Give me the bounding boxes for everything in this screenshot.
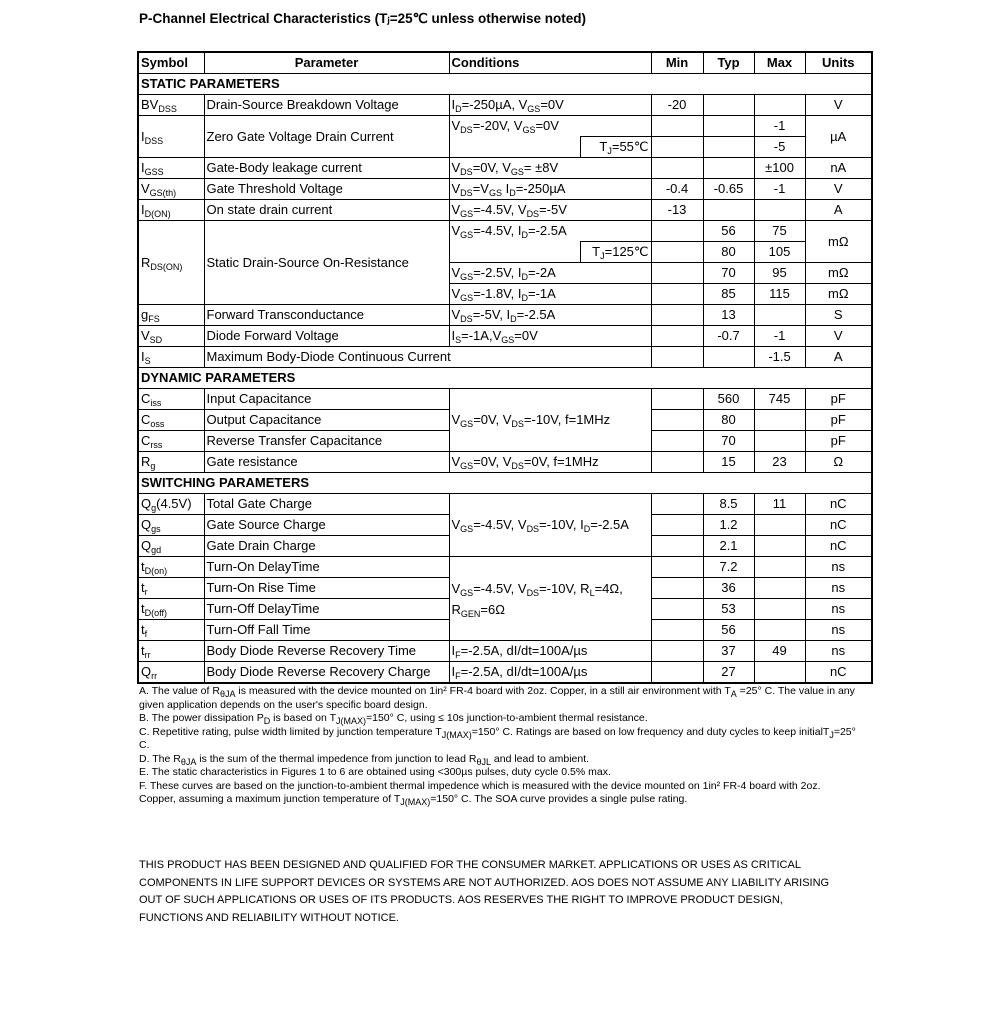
max-value: -5 <box>754 137 805 158</box>
symbol: $t_r$ <box>138 578 204 599</box>
units: nC <box>805 515 872 536</box>
symbol: $I_S$ <box>138 347 204 368</box>
table-row <box>138 347 872 368</box>
max-value: 11 <box>754 494 805 515</box>
units: ns <box>805 599 872 620</box>
max-value: 23 <box>754 452 805 473</box>
typ-value: 56 <box>703 221 754 242</box>
conditions: $V_{DS}=-20V$, $V_{GS}=0V$ <box>449 116 651 137</box>
symbol: $t_{D(off)}$ <box>138 599 204 620</box>
units: V <box>805 179 872 200</box>
typ-value: 7.2 <box>703 557 754 578</box>
units: mΩ <box>805 263 872 284</box>
units: A <box>805 200 872 221</box>
section-static: STATIC PARAMETERS <box>138 74 872 95</box>
header-min: Min <box>651 52 703 74</box>
units: pF <box>805 389 872 410</box>
header-row <box>138 52 872 74</box>
units: mΩ <box>805 221 872 263</box>
parameter: Body Diode Reverse Recovery Charge <box>204 662 449 684</box>
symbol: $C_{rss}$ <box>138 431 204 452</box>
typ-value: 53 <box>703 599 754 620</box>
table-row <box>138 326 872 347</box>
note-d: D. The $R_{\theta JA}$ is the sum of the thermal impedence from junction to lead $R_{\theta JL}$ and lead to ambient. <box>139 752 590 767</box>
symbol: $R_g$ <box>138 452 204 473</box>
conditions: $V_{DS}=-5V$, $I_D=-2.5A$ <box>449 305 651 326</box>
units: µA <box>805 116 872 158</box>
conditions: $V_{GS}=-1.8V$, $I_D=-1A$ <box>449 284 651 305</box>
max-value: 745 <box>754 389 805 410</box>
note-e: E. The static characteristics in Figures 1 to 6 are obtained using <300µs pulses, duty cycle 0.5% max. <box>139 766 611 778</box>
min-value: -20 <box>651 95 703 116</box>
table-row <box>138 179 872 200</box>
max-value: 49 <box>754 641 805 662</box>
parameter: On state drain current <box>204 200 449 221</box>
typ-value: 70 <box>703 263 754 284</box>
table-row <box>138 116 872 137</box>
parameter: Forward Transconductance <box>204 305 449 326</box>
max-value: -1 <box>754 116 805 137</box>
symbol: $Q_{rr}$ <box>138 662 204 684</box>
parameter: Gate resistance <box>204 452 449 473</box>
typ-value: 56 <box>703 620 754 641</box>
section-switching: SWITCHING PARAMETERS <box>138 473 872 494</box>
table-row <box>138 221 872 242</box>
parameter: Diode Forward Voltage <box>204 326 449 347</box>
typ-value: -0.65 <box>703 179 754 200</box>
table-row <box>138 641 872 662</box>
conditions: $I_F=-2.5A$, dI/dt=100A/µs <box>449 641 651 662</box>
units: pF <box>805 410 872 431</box>
symbol: $t_{rr}$ <box>138 641 204 662</box>
parameter: Drain-Source Breakdown Voltage <box>204 95 449 116</box>
typ-value: 560 <box>703 389 754 410</box>
parameter: Maximum Body-Diode Continuous Current <box>204 347 651 368</box>
units: A <box>805 347 872 368</box>
symbol: $I_{DSS}$ <box>138 116 204 158</box>
conditions: $I_D=-250\mu A$, $V_{GS}=0V$ <box>449 95 651 116</box>
units: nC <box>805 662 872 684</box>
units: ns <box>805 641 872 662</box>
table-row <box>138 452 872 473</box>
table-row <box>138 494 872 515</box>
units: V <box>805 95 872 116</box>
table-row <box>138 662 872 684</box>
typ-value: 2.1 <box>703 536 754 557</box>
parameter: Reverse Transfer Capacitance <box>204 431 449 452</box>
typ-value: 36 <box>703 578 754 599</box>
min-value: -13 <box>651 200 703 221</box>
header-typ: Typ <box>703 52 754 74</box>
symbol: $t_{D(on)}$ <box>138 557 204 578</box>
symbol: $R_{DS(ON)}$ <box>138 221 204 305</box>
units: V <box>805 326 872 347</box>
typ-value: 70 <box>703 431 754 452</box>
table-row <box>138 389 872 410</box>
note-a: A. The value of $R_{\theta JA}$ is measured with the device mounted on 1in² FR-4 board with 2oz. Copper, in a still air environment with $T_A =25^\circ$ C. The value in any given application depends on the user's specific board design. <box>139 685 855 711</box>
typ-value: 37 <box>703 641 754 662</box>
symbol: $g_{FS}$ <box>138 305 204 326</box>
table-row <box>138 158 872 179</box>
parameter: Gate Source Charge <box>204 515 449 536</box>
typ-value: 80 <box>703 410 754 431</box>
parameter: Turn-Off Fall Time <box>204 620 449 641</box>
max-value: 115 <box>754 284 805 305</box>
conditions: $V_{DS}=V_{GS}$ $I_D=-250\mu A$ <box>449 179 651 200</box>
typ-value: 8.5 <box>703 494 754 515</box>
parameter: Turn-On Rise Time <box>204 578 449 599</box>
page-title: P-Channel Electrical Characteristics (Tⱼ=25℃ unless otherwise noted) <box>139 11 587 26</box>
symbol: $C_{oss}$ <box>138 410 204 431</box>
units: S <box>805 305 872 326</box>
parameter: Turn-On DelayTime <box>204 557 449 578</box>
note-b: B. The power dissipation $P_D$ is based on $T_{J(MAX)}=150^\circ$ C, using ≤ 10s junction-to-ambient thermal resistance. <box>139 712 648 726</box>
min-value: -0.4 <box>651 179 703 200</box>
units: nC <box>805 536 872 557</box>
units: Ω <box>805 452 872 473</box>
header-max: Max <box>754 52 805 74</box>
max-value: ±100 <box>754 158 805 179</box>
symbol: $Q_{gs}$ <box>138 515 204 536</box>
max-value: 105 <box>754 242 805 263</box>
symbol: $I_{D(ON)}$ <box>138 200 204 221</box>
conditions: $V_{GS}=0V$, $V_{DS}=0V$, f=1MHz <box>449 452 651 473</box>
header-units: Units <box>805 52 872 74</box>
typ-value: 1.2 <box>703 515 754 536</box>
disclaimer: THIS PRODUCT HAS BEEN DESIGNED AND QUALIFIED FOR THE CONSUMER MARKET. APPLICATIONS OR USES AS CRITICAL COMPONENTS IN LIFE SUPPORT DEVICES OR SYSTEMS ARE NOT AUTHORIZED. AOS DOES NOT ASSUME ANY LIABILITY ARISING OUT OF SUCH APPLICATIONS OR USES OF ITS PRODUCTS. AOS RESERVES THE RIGHT TO IMPROVE PRODUCT DESIGN, FUNCTIONS AND RELIABILITY WITHOUT NOTICE. <box>139 859 830 924</box>
electrical-characteristics-table <box>137 51 873 684</box>
units: ns <box>805 557 872 578</box>
units: pF <box>805 431 872 452</box>
table-row <box>138 95 872 116</box>
typ-value: 80 <box>703 242 754 263</box>
parameter: Output Capacitance <box>204 410 449 431</box>
conditions: $V_{GS}=-4.5V$, $I_D=-2.5A$ <box>449 221 651 242</box>
parameter: Static Drain-Source On-Resistance <box>204 221 449 305</box>
symbol: $V_{SD}$ <box>138 326 204 347</box>
symbol: $BV_{DSS}$ <box>138 95 204 116</box>
symbol: $Q_{gd}$ <box>138 536 204 557</box>
parameter: Gate Threshold Voltage <box>204 179 449 200</box>
parameter: Gate Drain Charge <box>204 536 449 557</box>
symbol: $I_{GSS}$ <box>138 158 204 179</box>
conditions: $T_J=125℃$ <box>580 242 651 263</box>
table-row <box>138 557 872 578</box>
units: mΩ <box>805 284 872 305</box>
symbol: $V_{GS(th)}$ <box>138 179 204 200</box>
max-value: 75 <box>754 221 805 242</box>
header-conditions: Conditions <box>449 52 651 74</box>
conditions: $V_{GS}=-2.5V$, $I_D=-2A$ <box>449 263 651 284</box>
header-parameter: Parameter <box>204 52 449 74</box>
parameter: Zero Gate Voltage Drain Current <box>204 116 449 158</box>
typ-value: 13 <box>703 305 754 326</box>
section-dynamic: DYNAMIC PARAMETERS <box>138 368 872 389</box>
conditions: $V_{GS}=-4.5V$, $V_{DS}=-5V$ <box>449 200 651 221</box>
conditions: $V_{GS}=-4.5V$, $V_{DS}=-10V$, $R_L=4\Omega$, $R_{GEN}=6\Omega$ <box>449 557 651 641</box>
max-value: 95 <box>754 263 805 284</box>
conditions: $T_J=55℃$ <box>580 137 651 158</box>
typ-value: 85 <box>703 284 754 305</box>
conditions: $I_F=-2.5A$, dI/dt=100A/µs <box>449 662 651 684</box>
parameter: Body Diode Reverse Recovery Time <box>204 641 449 662</box>
max-value: -1 <box>754 326 805 347</box>
typ-value: 27 <box>703 662 754 684</box>
units: nA <box>805 158 872 179</box>
max-value: -1.5 <box>754 347 805 368</box>
conditions: $I_S=-1A,V_{GS}=0V$ <box>449 326 651 347</box>
note-f: F. These curves are based on the junction-to-ambient thermal impedence which is measured with the device mounted on 1in² FR-4 board with 2oz. Copper, assuming a maximum junction temperature of $T_{J(MAX)}=150^\circ$ C. The SOA curve provides a single pulse rating. <box>139 779 821 807</box>
units: nC <box>805 494 872 515</box>
header-symbol: Symbol <box>138 52 204 74</box>
typ-value: -0.7 <box>703 326 754 347</box>
parameter: Turn-Off DelayTime <box>204 599 449 620</box>
note-c: C. Repetitive rating, pulse width limited by junction temperature $T_{J(MAX)}=150^\circ$ C. Ratings are based on low frequency and duty cycles to keep initialT$_J$=25° C. <box>139 725 856 751</box>
parameter: Total Gate Charge <box>204 494 449 515</box>
symbol: $C_{iss}$ <box>138 389 204 410</box>
conditions: $V_{DS}=0V$, $V_{GS}= \pm 8V$ <box>449 158 651 179</box>
conditions: $V_{GS}=0V$, $V_{DS}=-10V$, f=1MHz <box>449 389 651 452</box>
units: ns <box>805 578 872 599</box>
max-value: -1 <box>754 179 805 200</box>
footnotes <box>139 685 859 807</box>
table-row <box>138 200 872 221</box>
typ-value: 15 <box>703 452 754 473</box>
parameter: Input Capacitance <box>204 389 449 410</box>
table-row <box>138 305 872 326</box>
parameter: Gate-Body leakage current <box>204 158 449 179</box>
units: ns <box>805 620 872 641</box>
symbol: $Q_g(4.5V)$ <box>138 494 204 515</box>
conditions: $V_{GS}=-4.5V$, $V_{DS}=-10V$, $I_D=-2.5A$ <box>449 494 651 557</box>
symbol: $t_f$ <box>138 620 204 641</box>
